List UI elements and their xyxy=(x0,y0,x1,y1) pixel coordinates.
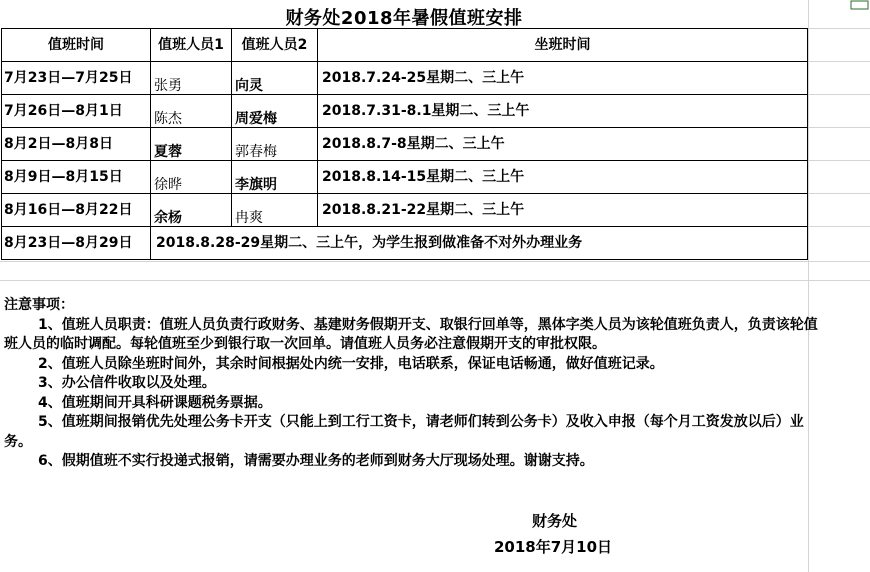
row5-staff2: 冉爽 xyxy=(235,210,263,226)
row1-office: 2018.7.24-25星期二、三上午 xyxy=(322,70,525,86)
note-item-5: 5、值班期间报销优先处理公务卡开支（只能上到工行工资卡，请老师们转到公务卡）及收入申报（每个月工资发放以后）业务。 xyxy=(4,414,804,450)
row1-staff2: 向灵 xyxy=(235,78,263,94)
row5-staff1: 余杨 xyxy=(154,210,182,226)
row4-staff2: 李旗明 xyxy=(235,177,277,193)
note-item-3: 3、办公信件收取以及处理。 xyxy=(38,375,216,391)
row2-office: 2018.7.31-8.1星期二、三上午 xyxy=(322,103,530,119)
signature-date: 2018年7月10日 xyxy=(494,538,613,556)
notes-section xyxy=(4,296,820,472)
row6-period: 8月23日—8月29日 xyxy=(4,235,133,251)
note-item-4: 4、值班期间开具科研课题税务票据。 xyxy=(38,394,272,411)
row6-note: 2018.8.28-29星期二、三上午，为学生报到做准备不对外办理业务 xyxy=(156,235,583,251)
row4-office: 2018.8.14-15星期二、三上午 xyxy=(322,169,525,185)
row1-period: 7月23日—7月25日 xyxy=(4,70,133,86)
row3-office: 2018.8.7-8星期二、三上午 xyxy=(322,136,505,152)
row3-staff1: 夏蓉 xyxy=(154,144,182,160)
header-office-hours: 坐班时间 xyxy=(534,37,591,53)
note-item-6: 6、假期值班不实行投递式报销，请需要办理业务的老师到财务大厅现场处理。谢谢支持。 xyxy=(38,453,594,469)
page-title: 财务处2018年暑假值班安排 xyxy=(285,8,523,29)
row3-period: 8月2日—8月8日 xyxy=(4,136,113,152)
row4-staff1: 徐晔 xyxy=(154,177,182,193)
row1-staff1: 张勇 xyxy=(154,78,182,94)
row2-period: 7月26日—8月1日 xyxy=(4,103,123,119)
row5-office: 2018.8.21-22星期二、三上午 xyxy=(322,202,525,218)
note-item-2: 2、值班人员除坐班时间外，其余时间根据处内统一安排，电话联系，保证电话畅通，做好值班记录。 xyxy=(38,355,664,372)
notes-heading: 注意事项： xyxy=(4,297,74,313)
header-staff-1: 值班人员1 xyxy=(158,37,224,53)
header-duty-period: 值班时间 xyxy=(48,37,104,53)
header-staff-2: 值班人员2 xyxy=(241,37,308,53)
row4-period: 8月9日—8月15日 xyxy=(4,169,123,185)
row3-staff2: 郭春梅 xyxy=(235,144,277,160)
note-item-1: 1、值班人员职责：值班人员负责行政财务、基建财务假期开支、取银行回单等，黑体字类人员为该轮值班负责人，负责该轮值班人员的临时调配。每轮值班至少到银行取一次回单。请值班人员务必注意假期开支的审批权限。 xyxy=(4,316,818,352)
row2-staff2: 周爱梅 xyxy=(235,111,277,127)
row5-period: 8月16日—8月22日 xyxy=(4,202,133,218)
signature-org: 财务处 xyxy=(532,512,578,530)
row2-staff1: 陈杰 xyxy=(154,111,182,127)
